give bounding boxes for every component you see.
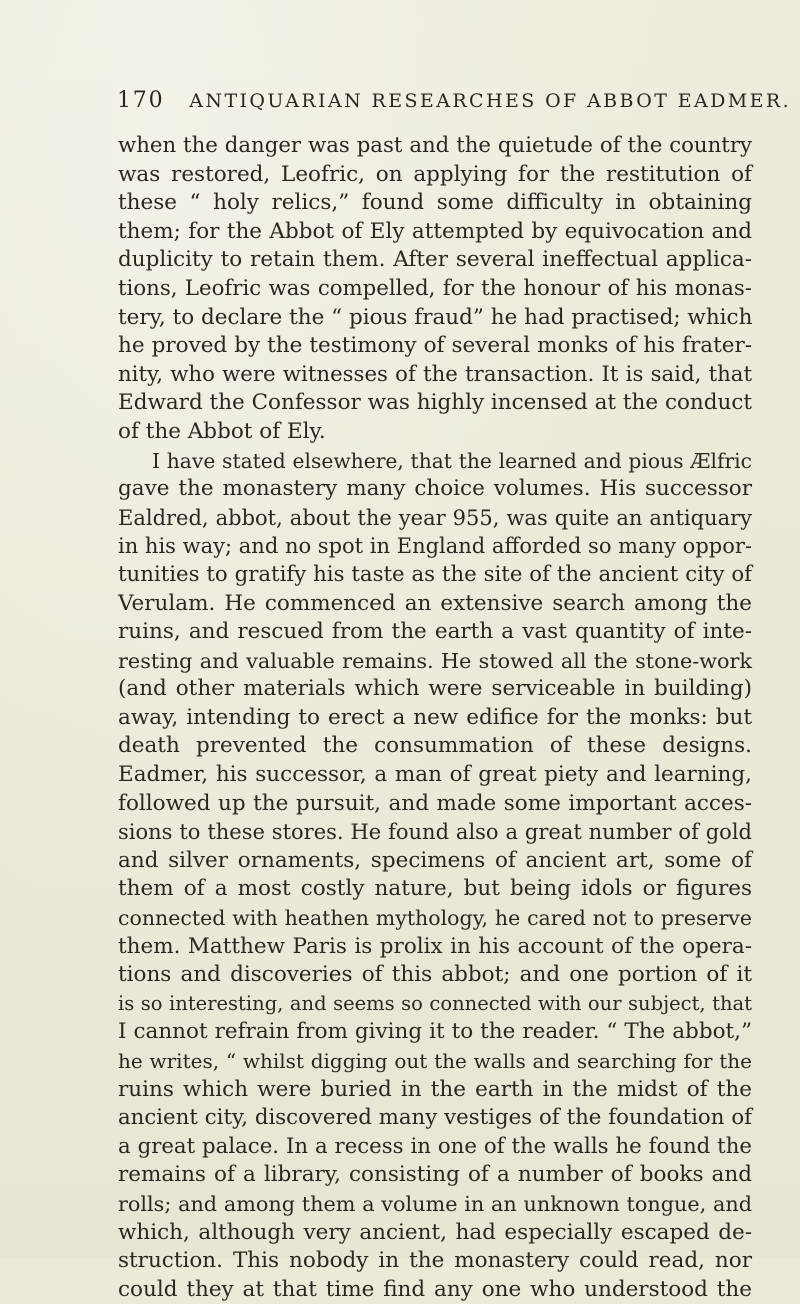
text-line: tions, Leofric was compelled, for the honour of his monas- (118, 275, 752, 301)
text-line: tions and discoveries of this abbot; and one portion of it (118, 962, 752, 988)
page-header (117, 88, 791, 113)
text-line: Ealdred, abbot, about the year 955, was quite an antiquary (118, 505, 752, 530)
text-line: resting and valuable remains. He stowed all the stone-work (118, 648, 752, 673)
text-line: in his way; and no spot in England afforded so many oppor- (118, 534, 752, 559)
text-line: rolls; and among them a volume in an unknown tongue, and (118, 1191, 752, 1216)
text-line: sions to these stores. He found also a great number of gold (118, 820, 752, 845)
text-line: Eadmer, his successor, a man of great piety and learning, (118, 762, 752, 788)
text-line: (and other materials which were serviceable in building) (118, 676, 752, 702)
body-text (118, 132, 752, 1304)
text-line: them; for the Abbot of Ely attempted by equivocation and (118, 218, 752, 244)
text-line: tunities to gratify his taste as the site of the ancient city of (118, 561, 752, 587)
text-line: these “ holy relics,” found some difficulty in obtaining (118, 190, 752, 216)
text-line: could they at that time find any one who understood the (118, 1276, 752, 1302)
text-line: followed up the pursuit, and made some important acces- (118, 790, 752, 816)
text-line: I cannot refrain from giving it to the reader. “ The abbot,” (118, 1019, 752, 1045)
text-line: ruins which were buried in the earth in the midst of the (118, 1076, 752, 1102)
text-line: Edward the Confessor was highly incensed at the conduct (118, 390, 753, 416)
text-line: a great palace. In a recess in one of the walls he found the (118, 1133, 752, 1159)
text-line: when the danger was past and the quietude of the country (118, 133, 752, 158)
running-title: ANTIQUARIAN RESEARCHES OF ABBOT EADMER. (189, 90, 792, 112)
text-line: ancient city, discovered many vestiges of the foundation of (118, 1105, 752, 1131)
text-line: ruins, and rescued from the earth a vast quantity of inte- (118, 619, 752, 645)
text-line: Verulam. He commenced an extensive search among the (118, 590, 752, 616)
text-line: death prevented the consummation of these designs. (118, 733, 752, 759)
text-line: which, although very ancient, had especially escaped de- (118, 1219, 752, 1245)
text-line: I have stated elsewhere, that the learned and pious Ælfric (152, 448, 752, 473)
text-line: nity, who were witnesses of the transaction. It is said, that (118, 361, 752, 387)
text-line: is so interesting, and seems so connected with our subject, that (118, 991, 752, 1015)
text-line: connected with heathen mythology, he cared not to preserve (118, 906, 752, 931)
text-line: of the Abbot of Ely. (118, 418, 326, 444)
text-line: and silver ornaments, specimens of ancient art, some of (118, 847, 752, 873)
text-line: he proved by the testimony of several monks of his frater- (118, 333, 752, 359)
text-line: was restored, Leofric, on applying for the restitution of (118, 161, 752, 187)
text-line: gave the monastery many choice volumes. His successor (118, 476, 752, 502)
text-line: them of a most costly nature, but being idols or figures (118, 876, 752, 902)
text-line: tery, to declare the “ pious fraud” he had practised; which (118, 304, 753, 330)
text-line: them. Matthew Paris is prolix in his account of the opera- (118, 933, 752, 959)
text-line: he writes, “ whilst digging out the walls and searching for the (118, 1049, 752, 1073)
text-line: duplicity to retain them. After several ineffectual applica- (118, 247, 752, 273)
text-line: struction. This nobody in the monastery could read, nor (118, 1248, 752, 1274)
text-line: away, intending to erect a new edifice for the monks: but (118, 704, 752, 730)
text-line: remains of a library, consisting of a number of books and (118, 1162, 752, 1188)
page-number: 170 (117, 88, 165, 113)
